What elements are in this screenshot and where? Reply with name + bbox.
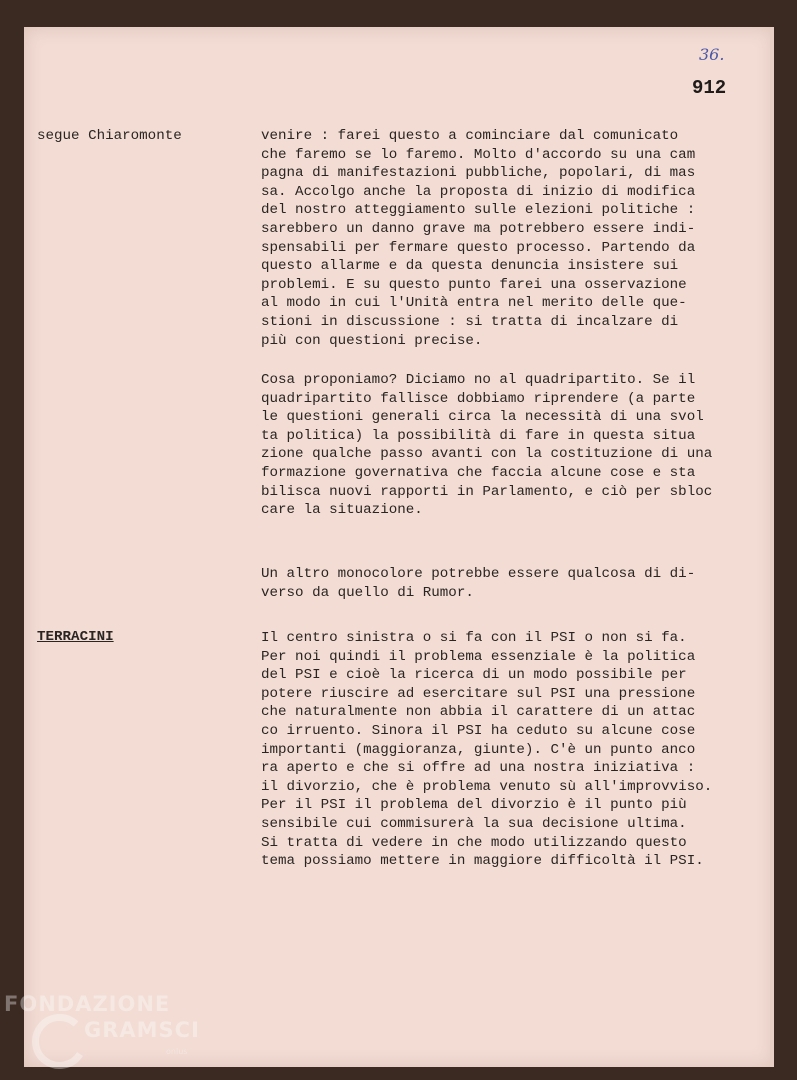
text-line: verso da quello di Rumor. [261,584,474,601]
watermark-line2: GRAMSCI [84,1018,200,1042]
text-line: co irruento. Sinora il PSI ha ceduto su alcune cose [261,722,696,739]
text-line: problemi. E su questo punto farei una osservazione [261,276,687,293]
text-line: Cosa proponiamo? Diciamo no al quadripartito. Se il [261,372,696,388]
text-line: del PSI e cioè la ricerca di un modo possibile per [261,667,687,684]
text-line: formazione governativa che faccia alcune cose e sta [261,464,696,481]
text-line: Per il PSI il problema del divorzio è il punto più [261,797,687,814]
text-line: sensibile cui commisurerà la sua decisione ultima. [261,815,687,832]
speaker-label-chiaromonte: segue Chiaromonte [37,128,182,144]
text-line: pagna di manifestazioni pubbliche, popolari, di mas [261,165,696,182]
text-line: Un altro monocolore potrebbe essere qualcosa di di- [261,566,696,582]
text-line: più con questioni precise. [261,332,483,349]
document-page [24,27,774,1067]
paragraph-3 [261,565,771,602]
text-line: che naturalmente non abbia il carattere di un attac [261,704,696,721]
text-line: sarebbero un danno grave ma potrebbero essere indi- [261,220,696,237]
text-line: Il centro sinistra o si fa con il PSI o non si fa. [261,630,687,646]
text-line: zione qualche passo avanti con la costituzione di una [261,446,713,463]
text-line: importanti (maggioranza, giunte). C'è un punto anco [261,741,696,758]
text-line: tema possiamo mettere in maggiore difficoltà il PSI. [261,853,704,870]
text-line: care la situazione. [261,502,423,519]
paragraph-2 [261,371,771,520]
text-line: del nostro atteggiamento sulle elezioni politiche : [261,202,696,219]
text-line: Per noi quindi il problema essenziale è la politica [261,648,696,665]
text-line: stioni in discussione : si tratta di incalzare di [261,313,679,330]
watermark-logo [4,992,204,1072]
watermark-line3: onlus [166,1047,188,1056]
text-line: spensabili per fermare questo processo. Partendo da [261,239,696,256]
text-line: venire : farei questo a cominciare dal comunicato [261,128,679,144]
text-line: potere riuscire ad esercitare sul PSI una pressione [261,685,696,702]
watermark-arc-icon [30,1014,86,1070]
speaker-label-terracini: TERRACINI [37,629,114,645]
text-line: sa. Accolgo anche la proposta di inizio di modifica [261,183,696,200]
paragraph-1 [261,127,771,350]
text-line: che faremo se lo faremo. Molto d'accordo su una cam [261,146,696,163]
text-line: ra aperto e che si offre ad una nostra iniziativa : [261,760,696,777]
text-line: le questioni generali circa la necessità di una svol [261,409,704,426]
text-line: bilisca nuovi rapporti in Parlamento, e ciò per sbloc [261,483,713,500]
text-line: ta politica) la possibilità di fare in questa situa [261,427,696,444]
text-line: al modo in cui l'Unità entra nel merito delle que- [261,295,687,312]
text-line: quadripartito fallisce dobbiamo riprendere (a parte [261,390,696,407]
watermark-line1: FONDAZIONE [4,992,171,1016]
text-line: Si tratta di vedere in che modo utilizzando questo [261,834,687,851]
page-number: 912 [692,77,727,99]
handwritten-page-number: 36. [699,45,725,64]
text-line: il divorzio, che è problema venuto sù all'improvviso. [261,778,713,795]
text-line: questo allarme e da questa denuncia insistere sui [261,258,679,275]
paragraph-4 [261,629,771,871]
